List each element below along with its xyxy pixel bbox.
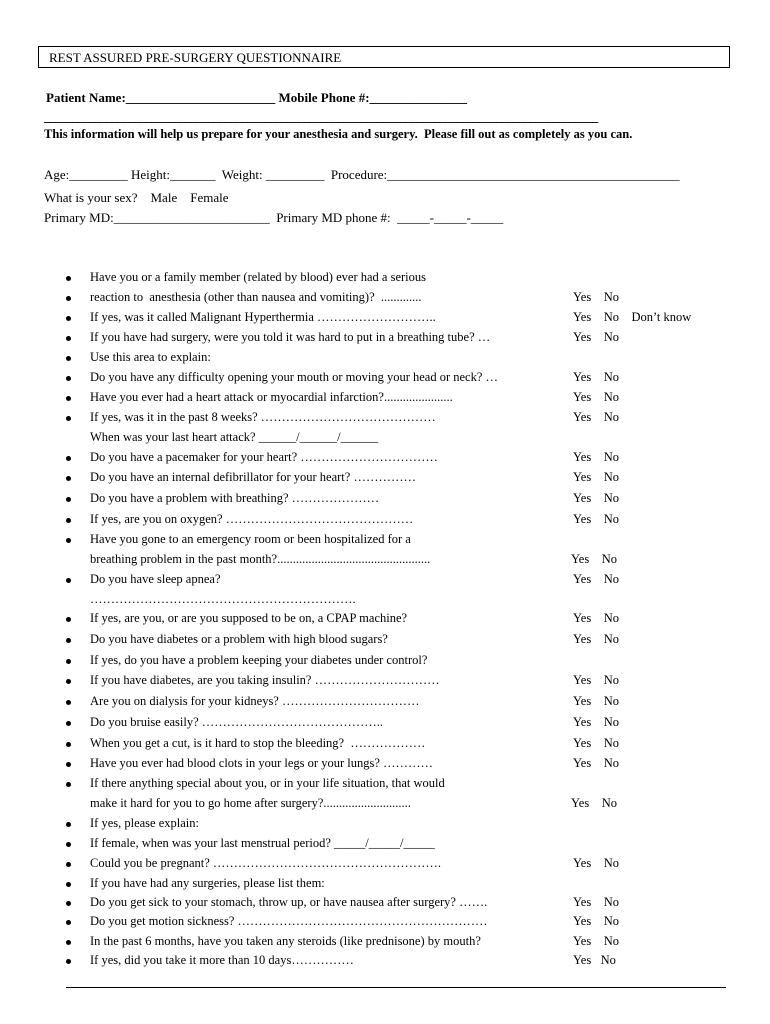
yes-no-answer[interactable]: Yes No xyxy=(573,895,619,909)
question-text: If yes, are you on oxygen? ……………………………………… xyxy=(90,512,414,526)
bullet-icon xyxy=(66,376,71,381)
bullet-icon xyxy=(66,456,71,461)
question-text: If yes, do you have a problem keeping your diabetes under control? xyxy=(90,653,428,667)
yes-no-answer[interactable]: Yes No xyxy=(573,953,616,967)
question-continuation-text: make it hard for you to go home after surgery?............................ xyxy=(90,796,411,810)
bullet-icon xyxy=(66,842,71,847)
bullet-icon xyxy=(66,396,71,401)
yes-no-answer[interactable]: Yes No xyxy=(571,552,617,566)
bullet-icon xyxy=(66,518,71,523)
bullet-icon xyxy=(66,538,71,543)
intro-text: This information will help us prepare for your anesthesia and surgery. Please fill out as completely as you can. xyxy=(44,127,633,141)
question-text: If there anything special about you, or in your life situation, that would xyxy=(90,776,445,790)
bullet-icon xyxy=(66,742,71,747)
patient-name-phone-line[interactable]: Patient Name:_______________________ Mobile Phone #:_______________ xyxy=(46,90,468,105)
bullet-icon xyxy=(66,920,71,925)
primary-md-line[interactable]: Primary MD:________________________ Primary MD phone #: _____-_____-_____ xyxy=(44,210,504,225)
bullet-icon xyxy=(66,638,71,643)
yes-no-answer[interactable]: Yes No xyxy=(573,330,619,344)
bullet-icon xyxy=(66,901,71,906)
title-box xyxy=(38,46,730,68)
yes-no-answer[interactable]: Yes No xyxy=(573,934,619,948)
bullet-icon xyxy=(66,862,71,867)
yes-no-answer[interactable]: Yes No xyxy=(573,390,619,404)
question-text: When you get a cut, is it hard to stop the bleeding? ……………… xyxy=(90,736,426,750)
question-text: Have you ever had a heart attack or myocardial infarction?...................... xyxy=(90,390,453,404)
form-title: REST ASSURED PRE-SURGERY QUESTIONNAIRE xyxy=(49,50,342,65)
bullet-icon xyxy=(66,356,71,361)
question-text: Have you ever had blood clots in your legs or your lungs? ………… xyxy=(90,756,433,770)
question-continuation-text: When was your last heart attack? ______/______/______ xyxy=(90,430,379,444)
question-text: If yes, please explain: xyxy=(90,816,199,830)
yes-no-answer[interactable]: Yes No xyxy=(573,410,619,424)
age-height-weight-procedure-line[interactable]: Age:_________ Height:_______ Weight: _________ Procedure:_____________________________________________ xyxy=(44,167,680,182)
question-text: If you have had surgery, were you told it was hard to put in a breathing tube? … xyxy=(90,330,491,344)
yes-no-answer[interactable]: Yes No Don’t know xyxy=(573,310,692,324)
bullet-icon xyxy=(66,762,71,767)
question-text: Do you have an internal defibrillator for your heart? …………… xyxy=(90,470,416,484)
question-text: Are you on dialysis for your kidneys? …………………………… xyxy=(90,694,420,708)
bullet-icon xyxy=(66,940,71,945)
question-text: If you have had any surgeries, please list them: xyxy=(90,876,325,890)
question-text: Do you bruise easily? …………………………………….. xyxy=(90,715,384,729)
question-text: Do you get sick to your stomach, throw up, or have nausea after surgery? ……. xyxy=(90,895,488,909)
bullet-icon xyxy=(66,578,71,583)
footer-rule xyxy=(66,987,726,988)
bullet-icon xyxy=(66,316,71,321)
yes-no-answer[interactable]: Yes No xyxy=(573,611,619,625)
bullet-icon xyxy=(66,497,71,502)
bullet-icon xyxy=(66,276,71,281)
question-text: If yes, did you take it more than 10 days…………… xyxy=(90,953,354,967)
yes-no-answer[interactable]: Yes No xyxy=(571,796,617,810)
bullet-icon xyxy=(66,822,71,827)
yes-no-answer[interactable]: Yes No xyxy=(573,856,619,870)
bullet-icon xyxy=(66,416,71,421)
bullet-icon xyxy=(66,882,71,887)
bullet-icon xyxy=(66,617,71,622)
question-text: Do you get motion sickness? …………………………………………………… xyxy=(90,914,488,928)
bullet-icon xyxy=(66,476,71,481)
question-text: Have you or a family member (related by blood) ever had a serious xyxy=(90,270,426,284)
yes-no-answer[interactable]: Yes No xyxy=(573,370,619,384)
yes-no-answer[interactable]: Yes No xyxy=(573,736,619,750)
question-text: In the past 6 months, have you taken any steroids (like prednisone) by mouth? xyxy=(90,934,481,948)
question-text: Do you have sleep apnea? xyxy=(90,572,221,586)
yes-no-answer[interactable]: Yes No xyxy=(573,572,619,586)
question-continuation-text: ………………………………………………………. xyxy=(90,592,356,606)
yes-no-answer[interactable]: Yes No xyxy=(573,290,619,304)
bullet-icon xyxy=(66,721,71,726)
yes-no-answer[interactable]: Yes No xyxy=(573,914,619,928)
question-text: Have you gone to an emergency room or been hospitalized for a xyxy=(90,532,411,546)
bullet-icon xyxy=(66,679,71,684)
bullet-icon xyxy=(66,659,71,664)
question-text: If yes, was it called Malignant Hyperthermia ……………………….. xyxy=(90,310,436,324)
yes-no-answer[interactable]: Yes No xyxy=(573,756,619,770)
yes-no-answer[interactable]: Yes No xyxy=(573,694,619,708)
question-text: Do you have any difficulty opening your mouth or moving your head or neck? … xyxy=(90,370,499,384)
bullet-icon xyxy=(66,782,71,787)
sex-line[interactable]: What is your sex? Male Female xyxy=(44,190,229,205)
question-text: Do you have a problem with breathing? ………………… xyxy=(90,491,380,505)
bullet-icon xyxy=(66,296,71,301)
yes-no-answer[interactable]: Yes No xyxy=(573,470,619,484)
yes-no-answer[interactable]: Yes No xyxy=(573,512,619,526)
question-text: If yes, are you, or are you supposed to be on, a CPAP machine? xyxy=(90,611,408,625)
question-text: Use this area to explain: xyxy=(90,350,211,364)
question-text: reaction to anesthesia (other than nausea and vomiting)? ............. xyxy=(90,290,422,304)
question-text: Do you have a pacemaker for your heart? …………………………… xyxy=(90,450,438,464)
yes-no-answer[interactable]: Yes No xyxy=(573,673,619,687)
yes-no-answer[interactable]: Yes No xyxy=(573,715,619,729)
yes-no-answer[interactable]: Yes No xyxy=(573,632,619,646)
question-text: If you have diabetes, are you taking insulin? ………………………… xyxy=(90,673,440,687)
question-text: If yes, was it in the past 8 weeks? …………………………………… xyxy=(90,410,436,424)
question-continuation-text: breathing problem in the past month?................................................. xyxy=(90,552,431,566)
separator-rule: __________________________________________________________________________________________________ xyxy=(44,110,598,124)
question-text: Do you have diabetes or a problem with high blood sugars? xyxy=(90,632,388,646)
bullet-icon xyxy=(66,336,71,341)
yes-no-answer[interactable]: Yes No xyxy=(573,450,619,464)
bullet-icon xyxy=(66,959,71,964)
bullet-icon xyxy=(66,700,71,705)
yes-no-answer[interactable]: Yes No xyxy=(573,491,619,505)
question-text: If female, when was your last menstrual period? _____/_____/_____ xyxy=(90,836,435,850)
question-text: Could you be pregnant? ………………………………………………. xyxy=(90,856,442,870)
